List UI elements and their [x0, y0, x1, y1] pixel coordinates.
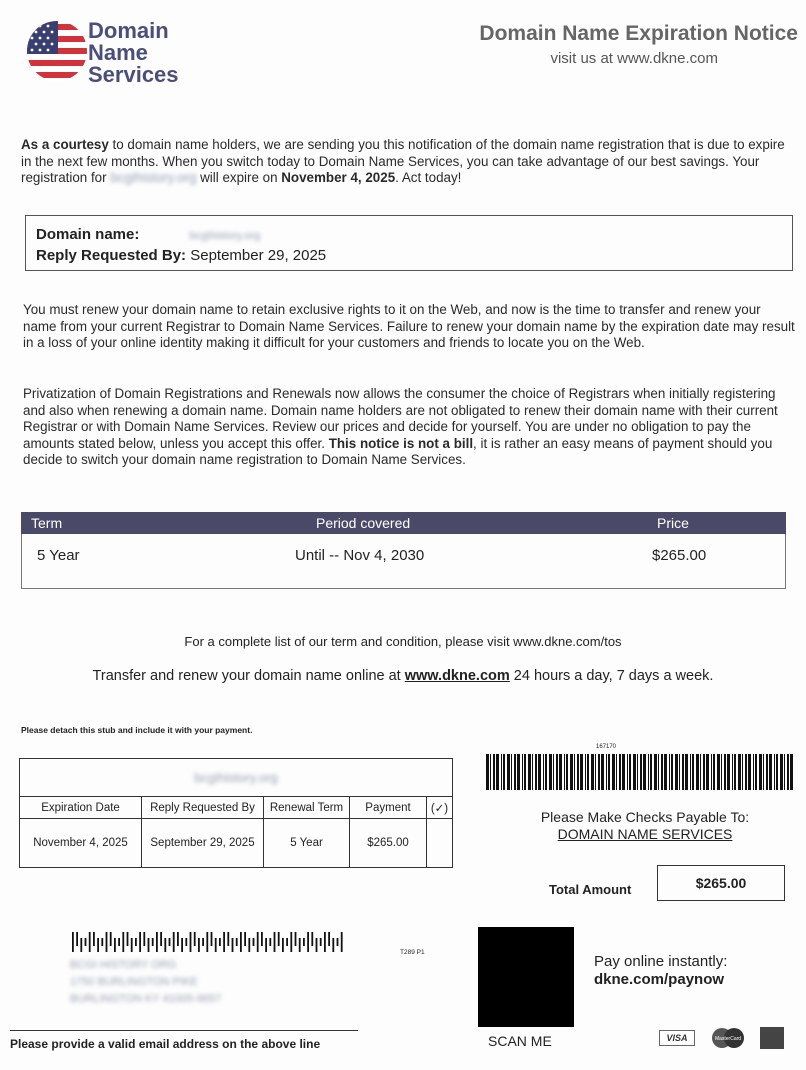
stub-header-row — [20, 797, 452, 819]
visa-icon: VISA — [659, 1030, 695, 1046]
barcode-bar — [549, 754, 552, 790]
stub-value-expiration: November 4, 2025 — [20, 819, 142, 867]
notice-subtitle: visit us at www.dkne.com — [550, 50, 718, 67]
barcode-bar — [790, 754, 793, 790]
logo-word-1: Domain — [88, 18, 169, 43]
barcode-bar — [648, 754, 649, 790]
para3-text-2: , it is rather an easy means of payment should you decide to switch your domain name registration to Domain Name Services. — [23, 435, 773, 467]
not-a-bill: This notice is not a bill — [328, 435, 474, 451]
stub-note: Please detach this stub and include it with your payment. — [21, 725, 253, 735]
intro-lead: As a courtesy — [21, 137, 109, 152]
address-line-2: 1750 BURLINGTON PIKE — [70, 976, 198, 988]
intro-text-2: will expire on — [196, 170, 282, 185]
barcode-bar — [766, 754, 768, 790]
reply-label: Reply Requested By: — [36, 247, 187, 264]
barcode-bar — [738, 754, 741, 790]
postal-barcode-bar — [152, 938, 154, 946]
address-line-3: BURLINGTON KY 41005-9657 — [70, 993, 222, 1005]
stub-header-check: (✓) — [427, 797, 452, 819]
barcode-bar — [496, 754, 499, 790]
postal-barcode-bar — [169, 938, 171, 946]
barcode-bar — [524, 754, 526, 790]
postal-barcode-bar — [227, 932, 229, 946]
postal-barcode-bar — [332, 938, 334, 952]
transfer-after: 24 hours a day, 7 days a week. — [509, 668, 714, 684]
pay-online-url[interactable]: dkne.com/paynow — [594, 971, 725, 988]
barcode-bar — [601, 754, 604, 790]
barcode-bar — [742, 754, 743, 790]
barcode-bar — [633, 754, 636, 790]
barcode-bar — [514, 754, 516, 790]
barcode-bar — [490, 754, 491, 790]
scan-me-label: SCAN ME — [488, 1033, 552, 1049]
header-period: Period covered — [316, 515, 411, 531]
postal-barcode-bar — [164, 938, 166, 952]
barcode-bar — [654, 754, 657, 790]
total-amount-box: $265.00 — [657, 865, 785, 901]
barcode-bar — [577, 754, 579, 790]
renew-paragraph: You must renew your domain name to retain exclusive rights to it on the Web, and now is the time to transfer and renew your name from your current Registrar to Domain Name Services. Failure to renew your domain name by the expiration date may result in a loss of your online identity making it difficult for your customers and friends to locate you on the Web. — [23, 302, 795, 350]
barcode-bar — [682, 754, 684, 790]
barcode-bar — [643, 754, 646, 790]
stub-header-expiration: Expiration Date — [20, 797, 142, 819]
barcode-bar — [629, 754, 631, 790]
barcode-bar — [543, 754, 544, 790]
domain-name-row — [36, 225, 792, 246]
barcode-bar — [637, 754, 638, 790]
postal-barcode-bar — [101, 938, 103, 946]
barcode-bar — [669, 754, 670, 790]
barcode-bar — [711, 754, 712, 790]
postal-barcode-bar — [341, 932, 343, 952]
postal-barcode-bar — [240, 932, 242, 952]
postal-barcode-bar — [311, 932, 313, 946]
redacted-domain: bcgihistory.org — [110, 170, 197, 185]
postal-barcode-bar — [215, 938, 217, 952]
postal-barcode-bar — [156, 932, 158, 952]
stub-header-reply: Reply Requested By — [142, 797, 264, 819]
postal-barcode-bar — [211, 932, 213, 946]
barcode-bar — [622, 754, 625, 790]
postal-barcode-bar — [198, 938, 200, 952]
barcode-bar — [559, 754, 562, 790]
postal-barcode-bar — [181, 938, 183, 952]
postal-barcode-bar — [219, 938, 221, 946]
barcode-bar — [619, 754, 621, 790]
intro-text-1: to domain name holders, we are sending you this notification of the domain name registration that is due to expire in the next few months. When you switch today to Domain Name Services, you can take advantage of our best savings. Your registration for — [21, 137, 785, 185]
postal-barcode-icon — [72, 932, 348, 952]
postal-barcode-bar — [265, 938, 267, 952]
barcode-bar — [608, 754, 610, 790]
transfer-before: Transfer and renew your domain name online at — [92, 668, 405, 684]
logo-word-3: Services — [88, 62, 179, 87]
domain-name-label: Domain name: — [36, 226, 140, 243]
barcode-bar — [486, 754, 489, 790]
postal-barcode-bar — [282, 938, 284, 952]
postal-barcode-bar — [286, 938, 288, 946]
mail-code: T289 P1 — [400, 949, 425, 956]
postal-barcode-bar — [316, 938, 318, 952]
stub-header-term: Renewal Term — [264, 797, 350, 819]
postal-barcode-bar — [194, 932, 196, 946]
mailing-address — [70, 957, 221, 1008]
table-row — [20, 819, 452, 867]
barcode-bar — [753, 754, 754, 790]
barcode-number: 167170 — [596, 744, 617, 750]
barcode-bar — [675, 754, 678, 790]
barcode-bar — [769, 754, 772, 790]
header-term: Term — [31, 515, 63, 531]
barcode-bar — [640, 754, 642, 790]
barcode-bar — [503, 754, 505, 790]
barcode-bar — [595, 754, 596, 790]
checks-payee: DOMAIN NAME SERVICES — [557, 826, 733, 842]
postal-barcode-bar — [236, 938, 238, 946]
payment-checkbox[interactable] — [427, 819, 452, 867]
postal-barcode-bar — [202, 938, 204, 946]
postal-barcode-bar — [80, 938, 82, 952]
barcode-bar — [734, 754, 736, 790]
barcode-bar — [535, 754, 537, 790]
barcode-bar — [616, 754, 617, 790]
barcode-bar — [696, 754, 699, 790]
privatization-paragraph — [23, 386, 795, 469]
barcode-bar — [574, 754, 575, 790]
postal-barcode-bar — [185, 938, 187, 946]
domain-info-box — [25, 215, 793, 271]
cell-price: $265.00 — [652, 547, 707, 564]
postal-barcode-bar — [160, 932, 162, 946]
barcode-bar — [517, 754, 520, 790]
barcode-bar — [776, 754, 778, 790]
barcode-bar — [774, 754, 775, 790]
postal-barcode-bar — [93, 932, 95, 946]
reply-row — [36, 246, 792, 265]
postal-barcode-bar — [110, 932, 112, 946]
barcode-bar — [585, 754, 586, 790]
total-amount-label: Total Amount — [549, 882, 632, 897]
barcode-bar — [759, 754, 762, 790]
barcode-bar — [664, 754, 667, 790]
barcode-bar — [784, 754, 785, 790]
postal-barcode-bar — [114, 938, 116, 952]
reply-value: September 29, 2025 — [190, 247, 327, 264]
barcode-bar — [727, 754, 730, 790]
postal-barcode-bar — [106, 932, 108, 952]
stub-header-payment: Payment — [350, 797, 427, 819]
postal-barcode-bar — [274, 932, 276, 952]
intro-text-3: . Act today! — [395, 170, 462, 185]
barcode-bar — [706, 754, 709, 790]
mastercard-icon — [708, 1027, 748, 1049]
barcode-bar — [700, 754, 701, 790]
postal-barcode-bar — [173, 932, 175, 952]
postal-barcode-bar — [328, 932, 330, 946]
barcode-bar — [685, 754, 688, 790]
dkne-link[interactable]: www.dkne.com — [404, 668, 510, 684]
postal-barcode-bar — [303, 938, 305, 946]
barcode-icon — [486, 754, 796, 790]
logo-text — [88, 20, 179, 86]
barcode-bar — [780, 754, 783, 790]
barcode-bar — [748, 754, 751, 790]
postal-barcode-bar — [261, 932, 263, 946]
postal-barcode-bar — [253, 938, 255, 946]
barcode-bar — [787, 754, 789, 790]
postal-barcode-bar — [131, 938, 133, 952]
barcode-bar — [606, 754, 607, 790]
postal-barcode-bar — [97, 938, 99, 952]
barcode-bar — [650, 754, 652, 790]
postal-barcode-bar — [139, 932, 141, 952]
address-line-1: BCGI HISTORY ORG — [70, 959, 177, 971]
postal-barcode-bar — [232, 938, 234, 952]
postal-barcode-bar — [85, 938, 87, 946]
postal-barcode-bar — [206, 932, 208, 952]
barcode-bar — [627, 754, 628, 790]
barcode-bar — [532, 754, 533, 790]
postal-barcode-bar — [278, 932, 280, 946]
stub-domain — [20, 759, 452, 797]
barcode-bar — [511, 754, 512, 790]
email-write-line[interactable] — [10, 1030, 358, 1031]
postal-barcode-bar — [190, 932, 192, 952]
barcode-bar — [587, 754, 589, 790]
barcode-bar — [745, 754, 747, 790]
domain-name-value: bcgihistory.org — [189, 230, 261, 242]
barcode-bar — [690, 754, 691, 790]
amex-icon — [760, 1027, 784, 1049]
postal-barcode-bar — [299, 938, 301, 952]
postal-barcode-bar — [244, 932, 246, 946]
barcode-bar — [724, 754, 726, 790]
barcode-bar — [564, 754, 565, 790]
barcode-bar — [713, 754, 715, 790]
barcode-bar — [732, 754, 733, 790]
cell-period: Until -- Nov 4, 2030 — [295, 547, 425, 564]
barcode-bar — [703, 754, 705, 790]
barcode-bar — [679, 754, 680, 790]
barcode-bar — [661, 754, 663, 790]
notice-title: Domain Name Expiration Notice — [479, 22, 798, 45]
postal-barcode-bar — [135, 938, 137, 946]
stub-value-term: 5 Year — [264, 819, 350, 867]
intro-paragraph — [21, 137, 793, 187]
table-row — [21, 534, 786, 589]
barcode-bar — [763, 754, 764, 790]
postal-barcode-bar — [118, 938, 120, 946]
stub-domain-value: bcgihistory.org — [194, 770, 278, 785]
expire-date: November 4, 2025 — [281, 170, 396, 185]
barcode-bar — [612, 754, 615, 790]
transfer-line — [0, 668, 806, 684]
barcode-bar — [538, 754, 541, 790]
term-table — [21, 512, 786, 589]
barcode-bar — [553, 754, 554, 790]
barcode-bar — [522, 754, 523, 790]
header-price: Price — [657, 515, 689, 531]
postal-barcode-bar — [324, 932, 326, 952]
logo-word-2: Name — [88, 40, 148, 65]
term-table-header — [21, 512, 786, 534]
barcode-bar — [570, 754, 573, 790]
barcode-bar — [721, 754, 722, 790]
checks-payable-label: Please Make Checks Payable To: — [540, 809, 750, 825]
barcode-bar — [591, 754, 594, 790]
postal-barcode-bar — [122, 932, 124, 952]
barcode-bar — [566, 754, 568, 790]
stub-value-reply: September 29, 2025 — [142, 819, 264, 867]
barcode-bar — [501, 754, 502, 790]
postal-barcode-bar — [307, 932, 309, 952]
postal-barcode-bar — [295, 932, 297, 946]
postal-barcode-bar — [72, 932, 74, 952]
postal-barcode-bar — [337, 938, 339, 946]
barcode-bar — [671, 754, 673, 790]
postal-barcode-bar — [320, 938, 322, 946]
barcode-bar — [658, 754, 659, 790]
barcode-bar — [556, 754, 558, 790]
para3-text-1: Privatization of Domain Registrations and Renewals now allows the consumer the choice of Registrars when initially registering and also when renewing a domain name. Domain name holders are not obligated to renew their domain name with their current Registrar or with Domain Name Services. Review our prices and decide for yourself. You are under no obligation to pay the amounts stated below, unless you accept this offer. — [23, 386, 778, 451]
postal-barcode-bar — [223, 932, 225, 952]
flag-logo-icon — [26, 20, 88, 82]
postal-barcode-bar — [269, 938, 271, 946]
barcode-bar — [580, 754, 583, 790]
postal-barcode-bar — [290, 932, 292, 952]
barcode-bar — [493, 754, 495, 790]
barcode-bar — [545, 754, 547, 790]
cell-term: 5 Year — [37, 547, 80, 564]
barcode-bar — [755, 754, 757, 790]
postal-barcode-bar — [248, 938, 250, 952]
stub-table — [19, 758, 453, 868]
postal-barcode-bar — [89, 932, 91, 952]
stub-value-payment: $265.00 — [350, 819, 427, 867]
barcode-bar — [717, 754, 720, 790]
barcode-bar — [598, 754, 600, 790]
postal-barcode-bar — [127, 932, 129, 946]
postal-barcode-bar — [76, 932, 78, 946]
postal-barcode-bar — [148, 938, 150, 952]
postal-barcode-bar — [143, 932, 145, 946]
email-note: Please provide a valid email address on the above line — [10, 1037, 321, 1051]
barcode-bar — [507, 754, 510, 790]
mastercard-text: MasterCard — [714, 1036, 742, 1042]
postal-barcode-bar — [177, 932, 179, 946]
barcode-bar — [528, 754, 531, 790]
qr-code-redacted[interactable] — [478, 927, 574, 1027]
barcode-bar — [692, 754, 694, 790]
tos-line: For a complete list of our term and condition, please visit www.dkne.com/tos — [184, 634, 622, 649]
pay-online-label: Pay online instantly: — [594, 953, 728, 970]
postal-barcode-bar — [257, 932, 259, 952]
